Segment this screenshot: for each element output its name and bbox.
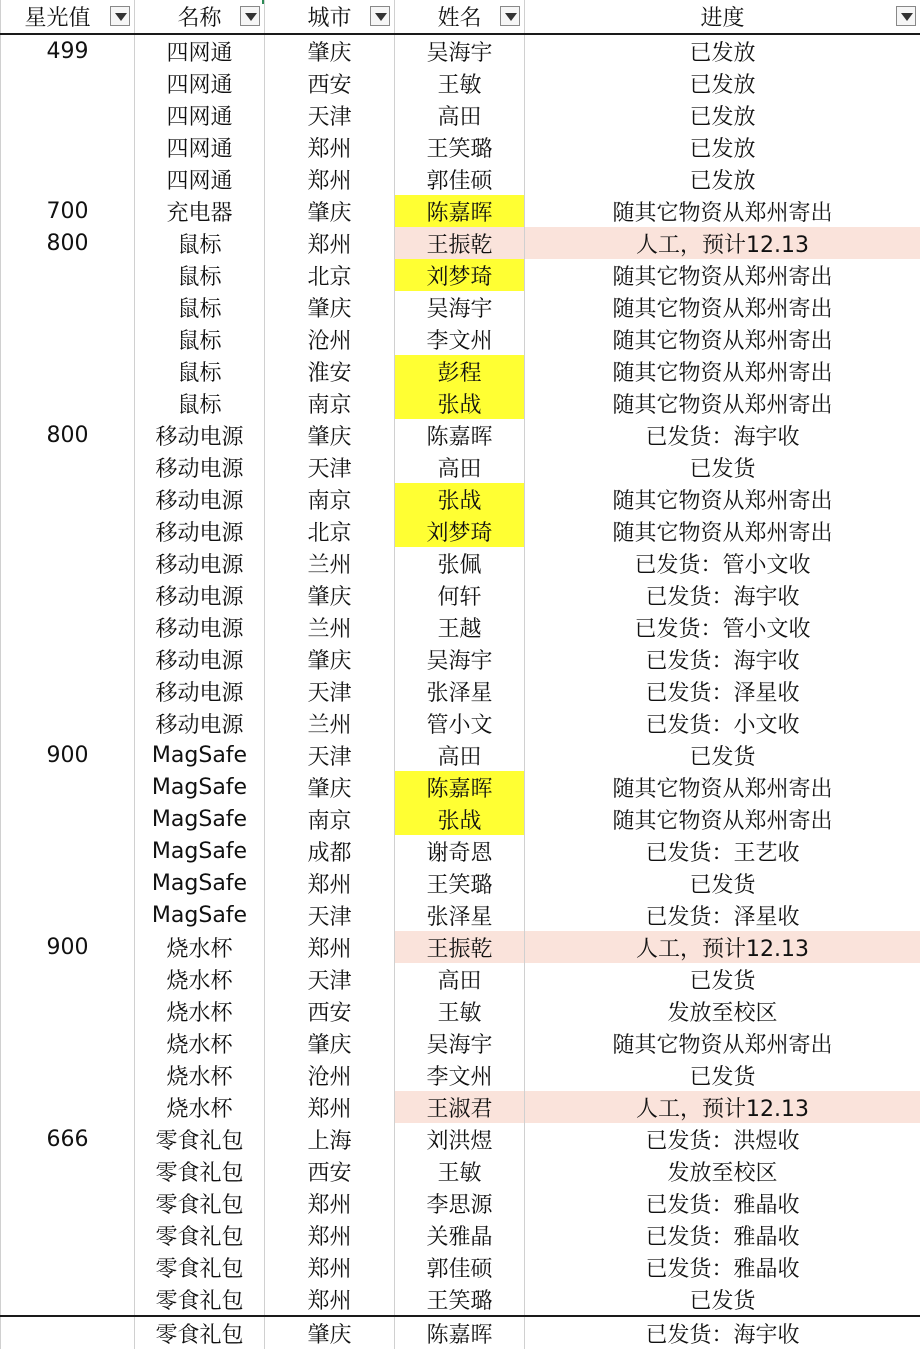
cell-progress[interactable]: 随其它物资从郑州寄出 <box>525 355 920 387</box>
cell-person[interactable]: 张战 <box>395 803 525 835</box>
cell-city[interactable]: 肇庆 <box>265 1316 395 1349</box>
cell-progress[interactable]: 已发货：泽星收 <box>525 899 920 931</box>
cell-city[interactable]: 天津 <box>265 963 395 995</box>
table-row <box>1 611 920 643</box>
table-row <box>1 387 920 419</box>
cell-city[interactable]: 西安 <box>265 1155 395 1187</box>
header-star: 星光值 <box>1 0 135 34</box>
cell-progress[interactable]: 已发货：王艺收 <box>525 835 920 867</box>
cell-star[interactable] <box>1 163 135 195</box>
cell-city[interactable]: 天津 <box>265 899 395 931</box>
cell-name[interactable]: 鼠标 <box>135 259 265 291</box>
table-row <box>1 1091 920 1123</box>
table-row <box>1 1027 920 1059</box>
cell-progress[interactable]: 已发货：雅晶收 <box>525 1187 920 1219</box>
header-name: 名称 <box>135 0 265 34</box>
cell-name[interactable]: 鼠标 <box>135 291 265 323</box>
cell-star[interactable] <box>1 835 135 867</box>
cell-city[interactable]: 郑州 <box>265 931 395 963</box>
cell-name[interactable]: 四网通 <box>135 131 265 163</box>
cell-star[interactable]: 666 <box>1 1123 135 1155</box>
cell-star[interactable] <box>1 1283 135 1316</box>
table-row <box>1 579 920 611</box>
cell-city[interactable]: 郑州 <box>265 1219 395 1251</box>
cell-star[interactable] <box>1 867 135 899</box>
cell-city[interactable]: 上海 <box>265 1123 395 1155</box>
table-row <box>1 195 920 227</box>
cell-star[interactable]: 900 <box>1 931 135 963</box>
cell-city[interactable]: 郑州 <box>265 1251 395 1283</box>
cell-city[interactable]: 肇庆 <box>265 34 395 67</box>
cell-star[interactable] <box>1 995 135 1027</box>
cell-progress[interactable]: 已发放 <box>525 99 920 131</box>
table-row <box>1 835 920 867</box>
table-row <box>1 1123 920 1155</box>
cell-star[interactable] <box>1 803 135 835</box>
cell-name[interactable]: 零食礼包 <box>135 1316 265 1349</box>
cell-city[interactable]: 南京 <box>265 483 395 515</box>
table-row <box>1 899 920 931</box>
cell-name[interactable]: 鼠标 <box>135 323 265 355</box>
cell-star[interactable] <box>1 1219 135 1251</box>
cell-progress[interactable]: 发放至校区 <box>525 1155 920 1187</box>
table-row <box>1 739 920 771</box>
cell-city[interactable]: 南京 <box>265 387 395 419</box>
cell-star[interactable] <box>1 1027 135 1059</box>
cell-person[interactable]: 张泽星 <box>395 899 525 931</box>
cell-name[interactable]: 零食礼包 <box>135 1251 265 1283</box>
cell-person[interactable]: 高田 <box>395 739 525 771</box>
table-row <box>1 643 920 675</box>
cell-star[interactable] <box>1 323 135 355</box>
cell-city[interactable]: 成都 <box>265 835 395 867</box>
table-row <box>1 1187 920 1219</box>
table-row <box>1 67 920 99</box>
cell-person[interactable]: 王振乾 <box>395 931 525 963</box>
cell-person[interactable]: 张战 <box>395 483 525 515</box>
cell-city[interactable]: 肇庆 <box>265 195 395 227</box>
cell-name[interactable]: 烧水杯 <box>135 1059 265 1091</box>
cell-name[interactable]: 四网通 <box>135 163 265 195</box>
cell-star[interactable] <box>1 1155 135 1187</box>
table-row <box>1 707 920 739</box>
cell-progress[interactable]: 随其它物资从郑州寄出 <box>525 259 920 291</box>
cell-star[interactable] <box>1 707 135 739</box>
cell-star[interactable] <box>1 99 135 131</box>
table-row <box>1 515 920 547</box>
cell-progress[interactable]: 已发货 <box>525 867 920 899</box>
cell-progress[interactable]: 已发货：泽星收 <box>525 675 920 707</box>
cell-name[interactable]: 充电器 <box>135 195 265 227</box>
cell-person[interactable]: 吴海宇 <box>395 34 525 67</box>
cell-star[interactable] <box>1 131 135 163</box>
cell-name[interactable]: 移动电源 <box>135 419 265 451</box>
cell-star[interactable] <box>1 387 135 419</box>
cell-city[interactable]: 郑州 <box>265 1091 395 1123</box>
cell-person[interactable]: 吴海宇 <box>395 643 525 675</box>
filter-dropdown-icon[interactable] <box>110 6 130 26</box>
cell-person[interactable]: 高田 <box>395 963 525 995</box>
cell-city[interactable]: 南京 <box>265 803 395 835</box>
cell-person[interactable]: 高田 <box>395 451 525 483</box>
table-row <box>1 931 920 963</box>
cell-progress[interactable]: 已发放 <box>525 34 920 67</box>
table-row <box>1 451 920 483</box>
cell-person[interactable]: 刘梦琦 <box>395 259 525 291</box>
table-row <box>1 1155 920 1187</box>
cell-city[interactable]: 天津 <box>265 99 395 131</box>
cell-star[interactable] <box>1 259 135 291</box>
cell-city[interactable]: 肇庆 <box>265 771 395 803</box>
cell-name[interactable]: MagSafe <box>135 771 265 803</box>
cell-name[interactable]: 四网通 <box>135 99 265 131</box>
cell-person[interactable]: 王淑君 <box>395 1091 525 1123</box>
cell-progress[interactable]: 人工，预计12.13 <box>525 227 920 259</box>
table-row <box>1 483 920 515</box>
table-row <box>1 131 920 163</box>
table-row <box>1 1251 920 1283</box>
cell-star[interactable] <box>1 515 135 547</box>
cell-progress[interactable]: 人工，预计12.13 <box>525 1091 920 1123</box>
cell-person[interactable]: 管小文 <box>395 707 525 739</box>
cell-progress[interactable]: 已发放 <box>525 163 920 195</box>
cell-star[interactable] <box>1 483 135 515</box>
cell-star[interactable] <box>1 899 135 931</box>
cell-star[interactable] <box>1 1187 135 1219</box>
cell-name[interactable]: 烧水杯 <box>135 1091 265 1123</box>
cell-star[interactable] <box>1 547 135 579</box>
cell-city[interactable]: 沧州 <box>265 1059 395 1091</box>
cell-name[interactable]: 烧水杯 <box>135 1027 265 1059</box>
table-row <box>1 995 920 1027</box>
cell-name[interactable]: 鼠标 <box>135 227 265 259</box>
cell-name[interactable]: 零食礼包 <box>135 1283 265 1316</box>
cell-name[interactable]: MagSafe <box>135 739 265 771</box>
cell-progress[interactable]: 已发货：管小文收 <box>525 547 920 579</box>
cell-star[interactable] <box>1 1251 135 1283</box>
cell-progress[interactable]: 人工，预计12.13 <box>525 931 920 963</box>
cell-person[interactable]: 何轩 <box>395 579 525 611</box>
cell-progress[interactable]: 随其它物资从郑州寄出 <box>525 1027 920 1059</box>
cell-person[interactable]: 王笑璐 <box>395 1283 525 1316</box>
cell-person[interactable]: 陈嘉晖 <box>395 195 525 227</box>
cell-name[interactable]: 移动电源 <box>135 611 265 643</box>
cell-city[interactable]: 肇庆 <box>265 291 395 323</box>
cell-city[interactable]: 淮安 <box>265 355 395 387</box>
cell-city[interactable]: 郑州 <box>265 1187 395 1219</box>
cell-progress[interactable]: 已发放 <box>525 67 920 99</box>
cell-city[interactable]: 肇庆 <box>265 643 395 675</box>
cell-star[interactable] <box>1 963 135 995</box>
cell-person[interactable]: 李文州 <box>395 1059 525 1091</box>
table-row <box>1 803 920 835</box>
cell-star[interactable] <box>1 1059 135 1091</box>
cell-city[interactable]: 天津 <box>265 451 395 483</box>
table-row <box>1 771 920 803</box>
cell-star[interactable] <box>1 67 135 99</box>
cell-progress[interactable]: 已发货：管小文收 <box>525 611 920 643</box>
cell-name[interactable]: MagSafe <box>135 803 265 835</box>
cell-person[interactable]: 王越 <box>395 611 525 643</box>
cell-name[interactable]: 烧水杯 <box>135 995 265 1027</box>
cell-star[interactable] <box>1 1091 135 1123</box>
cell-person[interactable]: 王敏 <box>395 1155 525 1187</box>
table-row <box>1 963 920 995</box>
cell-person[interactable]: 王振乾 <box>395 227 525 259</box>
cell-progress[interactable]: 随其它物资从郑州寄出 <box>525 291 920 323</box>
cell-city[interactable]: 天津 <box>265 675 395 707</box>
cell-star[interactable]: 800 <box>1 227 135 259</box>
cell-person[interactable]: 王敏 <box>395 995 525 1027</box>
cell-person[interactable]: 吴海宇 <box>395 291 525 323</box>
cell-city[interactable]: 西安 <box>265 995 395 1027</box>
table-row <box>1 547 920 579</box>
table-row <box>1 1316 920 1349</box>
cell-star[interactable]: 800 <box>1 419 135 451</box>
table-row <box>1 323 920 355</box>
cell-progress[interactable]: 随其它物资从郑州寄出 <box>525 771 920 803</box>
cell-name[interactable]: 四网通 <box>135 67 265 99</box>
table-row <box>1 355 920 387</box>
table-row <box>1 1283 920 1316</box>
table-row <box>1 259 920 291</box>
cell-person[interactable]: 李思源 <box>395 1187 525 1219</box>
cell-person[interactable]: 李文州 <box>395 323 525 355</box>
header-progress: 进度 <box>525 0 920 34</box>
cell-progress[interactable]: 已发货 <box>525 451 920 483</box>
table-row <box>1 419 920 451</box>
cell-name[interactable]: 移动电源 <box>135 547 265 579</box>
cell-name[interactable]: 移动电源 <box>135 643 265 675</box>
cell-progress[interactable]: 已发货：海宇收 <box>525 579 920 611</box>
cell-city[interactable]: 沧州 <box>265 323 395 355</box>
cell-city[interactable]: 兰州 <box>265 707 395 739</box>
table-row <box>1 1219 920 1251</box>
table-row <box>1 99 920 131</box>
cell-progress[interactable]: 已发货：洪煜收 <box>525 1123 920 1155</box>
filter-dropdown-icon[interactable] <box>500 6 520 26</box>
cell-name[interactable]: MagSafe <box>135 867 265 899</box>
cell-person[interactable]: 张泽星 <box>395 675 525 707</box>
cell-city[interactable]: 北京 <box>265 515 395 547</box>
cell-star[interactable] <box>1 611 135 643</box>
table-row <box>1 675 920 707</box>
cell-person[interactable]: 郭佳硕 <box>395 1251 525 1283</box>
cell-name[interactable]: 移动电源 <box>135 707 265 739</box>
cell-name[interactable]: 烧水杯 <box>135 963 265 995</box>
cell-person[interactable]: 刘梦琦 <box>395 515 525 547</box>
cell-city[interactable]: 北京 <box>265 259 395 291</box>
cell-person[interactable]: 高田 <box>395 99 525 131</box>
cell-name[interactable]: 移动电源 <box>135 483 265 515</box>
cell-progress[interactable]: 发放至校区 <box>525 995 920 1027</box>
header-row <box>1 0 920 34</box>
cell-name[interactable]: 移动电源 <box>135 579 265 611</box>
cell-name[interactable]: 四网通 <box>135 34 265 67</box>
cell-person[interactable]: 张佩 <box>395 547 525 579</box>
cell-star[interactable]: 900 <box>1 739 135 771</box>
cell-star[interactable] <box>1 1316 135 1349</box>
cell-name[interactable]: 零食礼包 <box>135 1155 265 1187</box>
cell-city[interactable]: 郑州 <box>265 131 395 163</box>
table-row <box>1 34 920 67</box>
cell-star[interactable] <box>1 579 135 611</box>
cell-city[interactable]: 西安 <box>265 67 395 99</box>
cell-city[interactable]: 兰州 <box>265 611 395 643</box>
cell-person[interactable]: 王笑璐 <box>395 867 525 899</box>
cell-progress[interactable]: 随其它物资从郑州寄出 <box>525 483 920 515</box>
cell-person[interactable]: 张战 <box>395 387 525 419</box>
cell-name[interactable]: 鼠标 <box>135 355 265 387</box>
cell-progress[interactable]: 随其它物资从郑州寄出 <box>525 803 920 835</box>
cell-name[interactable]: 零食礼包 <box>135 1219 265 1251</box>
cell-person[interactable]: 陈嘉晖 <box>395 771 525 803</box>
cell-city[interactable]: 肇庆 <box>265 419 395 451</box>
cell-name[interactable]: 移动电源 <box>135 675 265 707</box>
cell-progress[interactable]: 已发货：雅晶收 <box>525 1251 920 1283</box>
filter-dropdown-icon[interactable] <box>240 6 260 26</box>
filter-dropdown-icon[interactable] <box>896 6 916 26</box>
cell-person[interactable]: 关雅晶 <box>395 1219 525 1251</box>
cell-star[interactable] <box>1 675 135 707</box>
cell-person[interactable]: 陈嘉晖 <box>395 419 525 451</box>
cell-progress[interactable]: 已发货 <box>525 963 920 995</box>
cell-name[interactable]: 鼠标 <box>135 387 265 419</box>
cell-person[interactable]: 刘洪煜 <box>395 1123 525 1155</box>
cell-star[interactable] <box>1 451 135 483</box>
cell-name[interactable]: MagSafe <box>135 835 265 867</box>
cell-progress[interactable]: 已发放 <box>525 131 920 163</box>
cell-progress[interactable]: 随其它物资从郑州寄出 <box>525 195 920 227</box>
cell-name[interactable]: 零食礼包 <box>135 1123 265 1155</box>
cell-city[interactable]: 郑州 <box>265 227 395 259</box>
cell-city[interactable]: 肇庆 <box>265 1027 395 1059</box>
cell-city[interactable]: 郑州 <box>265 163 395 195</box>
cell-person[interactable]: 郭佳硕 <box>395 163 525 195</box>
cell-progress[interactable]: 已发货：雅晶收 <box>525 1219 920 1251</box>
cell-progress[interactable]: 已发货：海宇收 <box>525 643 920 675</box>
cell-person[interactable]: 王敏 <box>395 67 525 99</box>
header-person: 姓名 <box>395 0 525 34</box>
filter-dropdown-icon[interactable] <box>370 6 390 26</box>
cell-city[interactable]: 肇庆 <box>265 579 395 611</box>
table-row <box>1 291 920 323</box>
cell-person[interactable]: 谢奇恩 <box>395 835 525 867</box>
cell-progress[interactable]: 已发货：小文收 <box>525 707 920 739</box>
cell-progress[interactable]: 已发货 <box>525 739 920 771</box>
cell-person[interactable]: 王笑璐 <box>395 131 525 163</box>
cell-name[interactable]: 移动电源 <box>135 451 265 483</box>
cell-progress[interactable]: 已发货 <box>525 1059 920 1091</box>
cell-star[interactable] <box>1 771 135 803</box>
table-row <box>1 867 920 899</box>
cell-progress[interactable]: 随其它物资从郑州寄出 <box>525 515 920 547</box>
cell-name[interactable]: MagSafe <box>135 899 265 931</box>
cell-star[interactable]: 700 <box>1 195 135 227</box>
table-row <box>1 163 920 195</box>
cell-city[interactable]: 天津 <box>265 739 395 771</box>
table-row <box>1 227 920 259</box>
cell-name[interactable]: 烧水杯 <box>135 931 265 963</box>
cell-person[interactable]: 陈嘉晖 <box>395 1316 525 1349</box>
cell-progress[interactable]: 随其它物资从郑州寄出 <box>525 323 920 355</box>
cell-person[interactable]: 吴海宇 <box>395 1027 525 1059</box>
cell-star[interactable] <box>1 643 135 675</box>
cell-star[interactable]: 499 <box>1 34 135 67</box>
cell-progress[interactable]: 已发货：海宇收 <box>525 1316 920 1349</box>
cell-progress[interactable]: 已发货 <box>525 1283 920 1316</box>
cell-star[interactable] <box>1 291 135 323</box>
cell-name[interactable]: 移动电源 <box>135 515 265 547</box>
cell-city[interactable]: 郑州 <box>265 867 395 899</box>
cell-city[interactable]: 兰州 <box>265 547 395 579</box>
cell-progress[interactable]: 随其它物资从郑州寄出 <box>525 387 920 419</box>
cell-city[interactable]: 郑州 <box>265 1283 395 1316</box>
cell-star[interactable] <box>1 355 135 387</box>
header-city: 城市 <box>265 0 395 34</box>
cell-progress[interactable]: 已发货：海宇收 <box>525 419 920 451</box>
cell-name[interactable]: 零食礼包 <box>135 1187 265 1219</box>
table-row <box>1 1059 920 1091</box>
cell-person[interactable]: 彭程 <box>395 355 525 387</box>
